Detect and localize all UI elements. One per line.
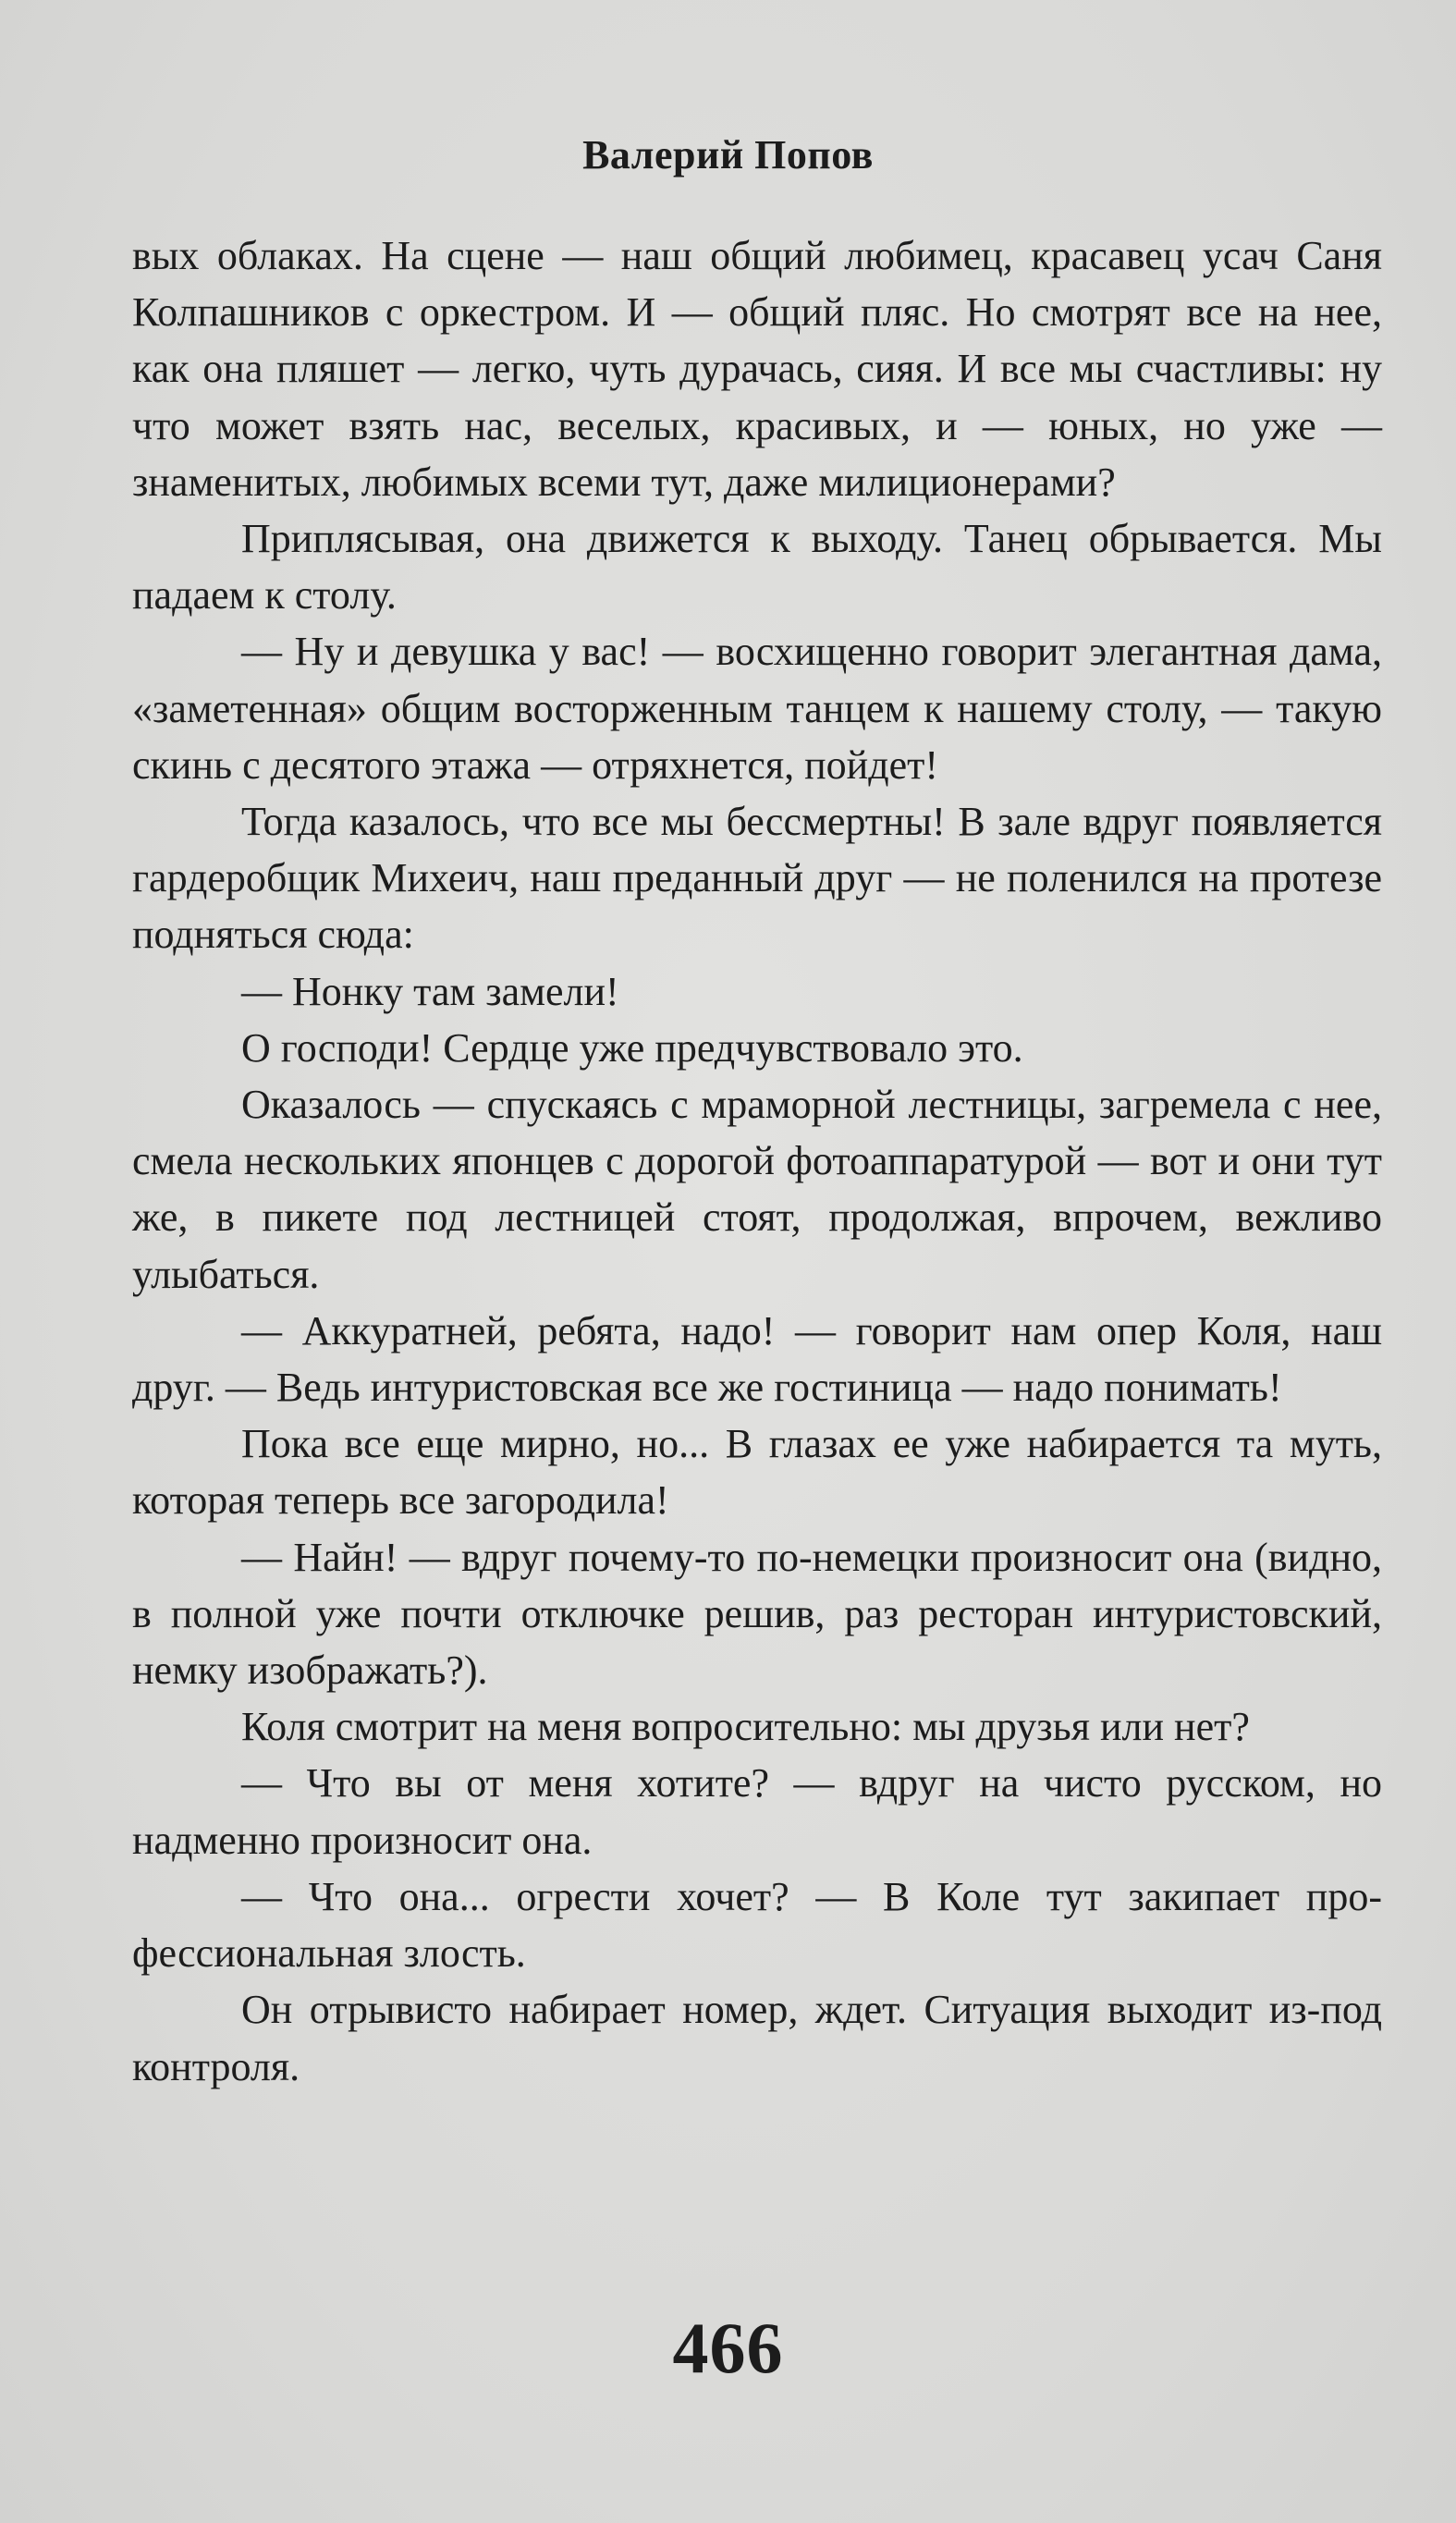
paragraph-dialogue: — Нонку там замели! <box>241 968 619 1014</box>
paragraph: Коля смотрит на меня вопросительно: мы друзья или нет? <box>241 1704 1250 1750</box>
paragraph-dialogue: — Аккуратней, ребята, надо! — говорит нам опер Коля, наш друг. — Ведь интуристовская все же гостиница — надо понимать! <box>132 1307 1382 1411</box>
paragraph: Оказалось — спускаясь с мраморной лестницы, загремела с нее, смела нескольких японцев с дорогой фотоаппаратурой — вот и они тут же, в пикете под лестницей стоят, продолжая, впрочем, вежливо улыбаться. <box>132 1082 1382 1297</box>
paragraph: О господи! Сердце уже предчувствовало это. <box>241 1024 1023 1071</box>
paragraph-dialogue: — Что вы от меня хотите? — вдруг на чисто русском, но надменно произносит она. <box>132 1760 1382 1863</box>
paragraph-continued: вых облаках. На сцене — наш общий любимец, красавец усач Саня Колпашников с оркестром. И — общий пляс. Но смотрят все на нее, как она пляшет — легко, чуть дурачась, сияя. И все мы счастливы: ну что может взять нас, веселых, красивых, и — юных, но уже — знаменитых, любимых всеми тут, даже милиционерами? <box>132 233 1382 505</box>
paragraph: Он отрывисто набирает номер, ждет. Ситуация выходит из-под контроля. <box>132 1987 1382 2089</box>
page-number: 466 <box>672 2308 784 2388</box>
paragraph-dialogue: — Ну и девушка у вас! — восхищенно говорит элегантная дама, «заметенная» общим восторженным танцем к нашему столу, — такую скинь с десятого этажа — отряхнется, пойдет! <box>132 629 1382 788</box>
paragraph: Пока все еще мирно, но... В глазах ее уже набирается та муть, которая теперь все загородила! <box>132 1421 1382 1524</box>
paragraph: Тогда казалось, что все мы бессмертны! В зале вдруг появляется гардеробщик Михеич, наш преданный друг — не поленился на протезе подняться сюда: <box>132 799 1382 958</box>
running-head-author: Валерий Попов <box>582 132 874 178</box>
paragraph: Приплясывая, она движется к выходу. Танец обрывается. Мы падаем к столу. <box>132 516 1382 619</box>
body-text <box>132 227 1382 2095</box>
paragraph-dialogue: — Что она... огрести хочет? — В Коле тут закипает профессиональная злость. <box>132 1873 1382 1977</box>
paragraph-dialogue: — Найн! — вдруг почему-то по-немецки произносит она (видно, в полной уже почти отключке решив, раз ресторан интуристовский, немку изображать?). <box>132 1534 1382 1694</box>
